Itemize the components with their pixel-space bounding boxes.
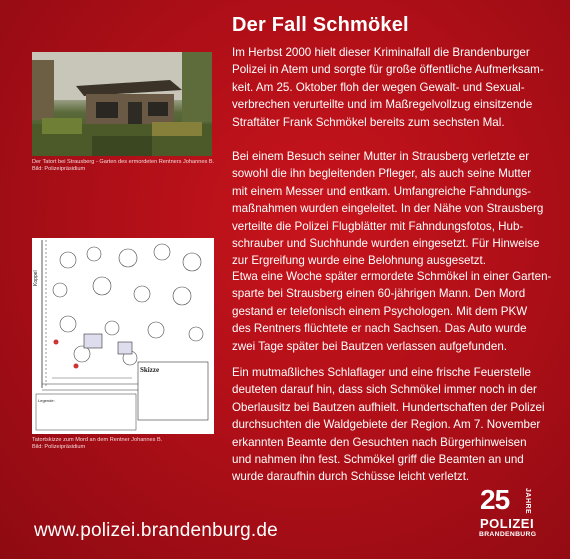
- footer-website-link[interactable]: www.polizei.brandenburg.de: [34, 520, 278, 541]
- photo-caption-credit: Bild: Polizeipräsidium: [32, 166, 86, 172]
- photo-caption-text: Der Tatort bei Strausberg - Garten des ermordeten Rentners Johannes B.: [32, 159, 215, 165]
- paragraph-murder: Etwa eine Woche später ermordete Schmökel in einer Garten- sparte bei Strausberg einen 60-jährigen Mann. Den Mord gestand er telefonisch einem Psychologen. Mit dem PKW des Rentners flüchtete er nach Sachsen. Das Auto wurde zwei Tage später bei Bautzen verlassen aufgefunden.: [232, 270, 552, 353]
- sketch-heading: Skizze: [140, 366, 160, 374]
- logo-polizei: POLIZEI: [480, 516, 535, 531]
- sketch-legend: [38, 398, 134, 404]
- logo-jahre: JAHRE: [524, 488, 531, 515]
- sketch-legend-title: Legende:: [38, 398, 55, 403]
- sketch-street-label: Koppel: [33, 270, 39, 286]
- paragraph-arrest: Ein mutmaßliches Schlaflager und eine frische Feuerstelle deuteten darauf hin, dass sich Schmökel immer noch in der Oberlausitz bei Bautzen aufhielt. Hundertschaften der Polizei durchsuchten die Waldgebiete der Region. Am 7. November erkannten Beamte den Gesuchten nach Bürgerhinweisen und nahmen ihn fest. Schmökel griff die Beamten an und wurde daraufhin durch Schüsse leicht verletzt.: [232, 366, 545, 484]
- logo-number: 25: [480, 484, 510, 515]
- sketch-caption-text: Tatortskizze zum Mord an dem Rentner Johannes B.: [32, 437, 163, 443]
- paragraph-intro: Im Herbst 2000 hielt dieser Kriminalfall die Brandenburger Polizei in Atem und sorgte für große öffentliche Aufmerksam- keit. Am 25. Oktober floh der wegen Gewalt- und Sexual- verbrechen verurteilte und im Maßregelvollzug einsitzende Straftäter Frank Schmökel bereits zum sechsten Mal.: [232, 46, 544, 129]
- police-anniversary-logo: [478, 486, 552, 550]
- paragraph-escape: Bei einem Besuch seiner Mutter in Strausberg verletzte er sowohl die ihn begleitenden Pfleger, als auch seine Mutter mit einem Messer und entkam. Umfangreiche Fahndungs- maßnahmen wurden eingeleitet. In der Nähe von Strausberg verteilte die Polizei Flugblätter mit Fahndungsfotos, Hub- schrauber und Suchhunde wurden eingesetzt. Für Hinweise zur Ergreifung wurde eine Belohnung ausgesetzt.: [232, 150, 544, 268]
- crime-scene-sketch: [32, 238, 214, 434]
- sketch-map-drawing: [32, 238, 214, 434]
- page-title: Der Fall Schmökel: [232, 14, 409, 36]
- logo-brandenburg: BRANDENBURG: [479, 531, 537, 538]
- sketch-caption-credit: Bild: Polizeipräsidium: [32, 444, 86, 450]
- sketch-caption: [32, 437, 222, 451]
- crime-scene-photo: [32, 52, 212, 156]
- photo-caption: [32, 159, 222, 173]
- garden-house-illustration: [32, 52, 212, 156]
